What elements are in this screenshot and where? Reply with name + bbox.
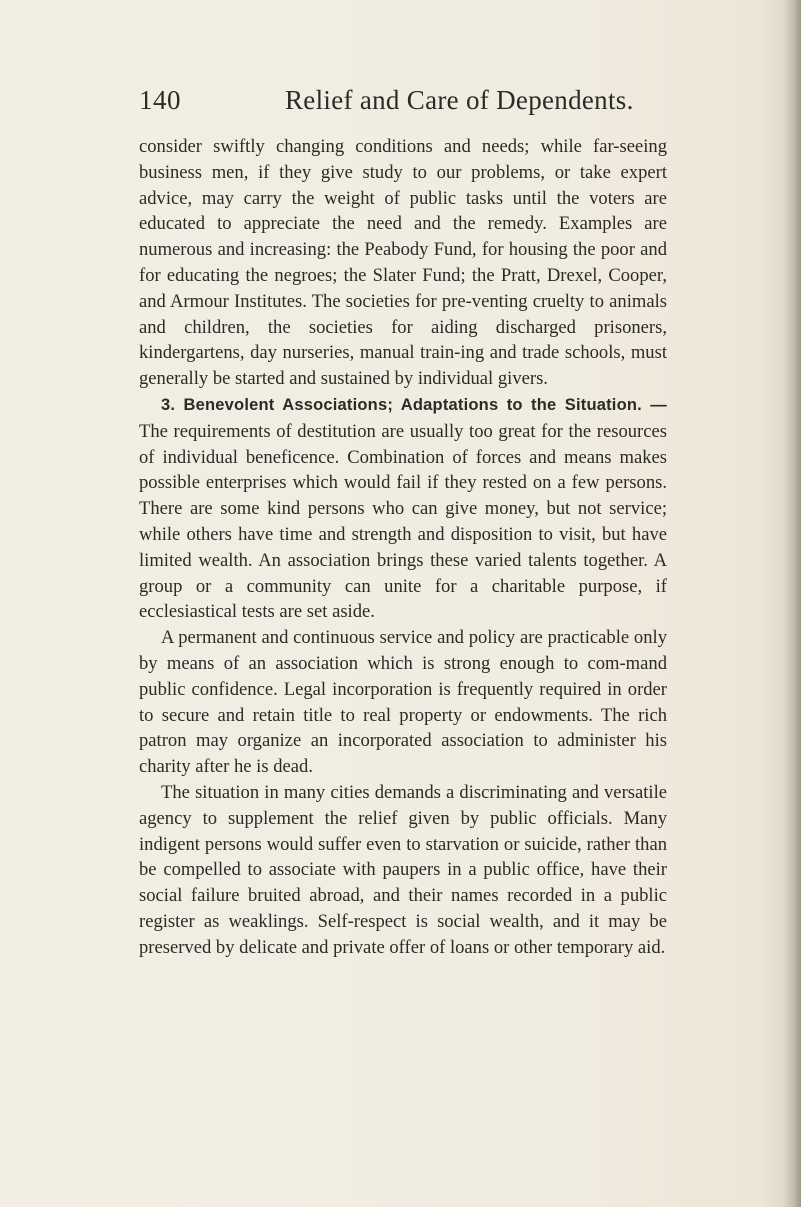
page-number: 140 — [139, 85, 181, 115]
page-edge-shadow — [783, 0, 801, 1207]
paragraph-4: The situation in many cities demands a discriminating and versatile agency to supplement the relief given by public officials. Many indigent persons would suffer even to starvation or suicide, rather than be compelled to associate with paupers in a public office, have their social failure bruited abroad, and their names recorded in a public register as weaklings. Self-respect is social wealth, and it may be preserved by delicate and private offer of loans or other temporary aid. — [139, 781, 667, 958]
paragraph-3: A permanent and continuous service and policy are practicable only by means of an association which is strong enough to com-mand public confidence. Legal incorporation is frequently required in order to secure and retain title to real property or endowments. The rich patron may organize an incorporated association to administer his charity after he is dead. — [139, 627, 667, 778]
running-title: Relief and Care of Dependents. — [285, 85, 634, 115]
body-text — [139, 134, 667, 961]
paragraph-1: consider swiftly changing conditions and needs; while far-seeing business men, if they give study to our problems, or take expert advice, may carry the weight of public tasks until the voters are educated to appreciate the need and the remedy. Examples are numerous and increasing: the Peabody Fund, for housing the poor and for educating the negroes; the Slater Fund; the Pratt, Drexel, Cooper, and Armour Institutes. The societies for pre-venting cruelty to animals and children, the societies for aiding discharged prisoners, kindergartens, day nurseries, manual train-ing and trade schools, must generally be started and sustained by individual givers. — [139, 136, 667, 390]
page-header — [139, 80, 659, 120]
paragraph-2 — [139, 392, 667, 625]
paragraph-2-text: The requirements of destitution are usually too great for the resources of individual beneficence. Combination of forces and means makes possible enterprises which would fail if they rested on a few persons. There are some kind persons who can give money, but not service; while others have time and strength and disposition to visit, but have limited wealth. An association brings these varied talents together. A group or a community can unite for a charitable purpose, if ecclesiastical tests are set aside. — [139, 420, 667, 623]
section-heading: 3. Benevolent Associations; Adaptations to the Situation. — — [161, 395, 667, 414]
